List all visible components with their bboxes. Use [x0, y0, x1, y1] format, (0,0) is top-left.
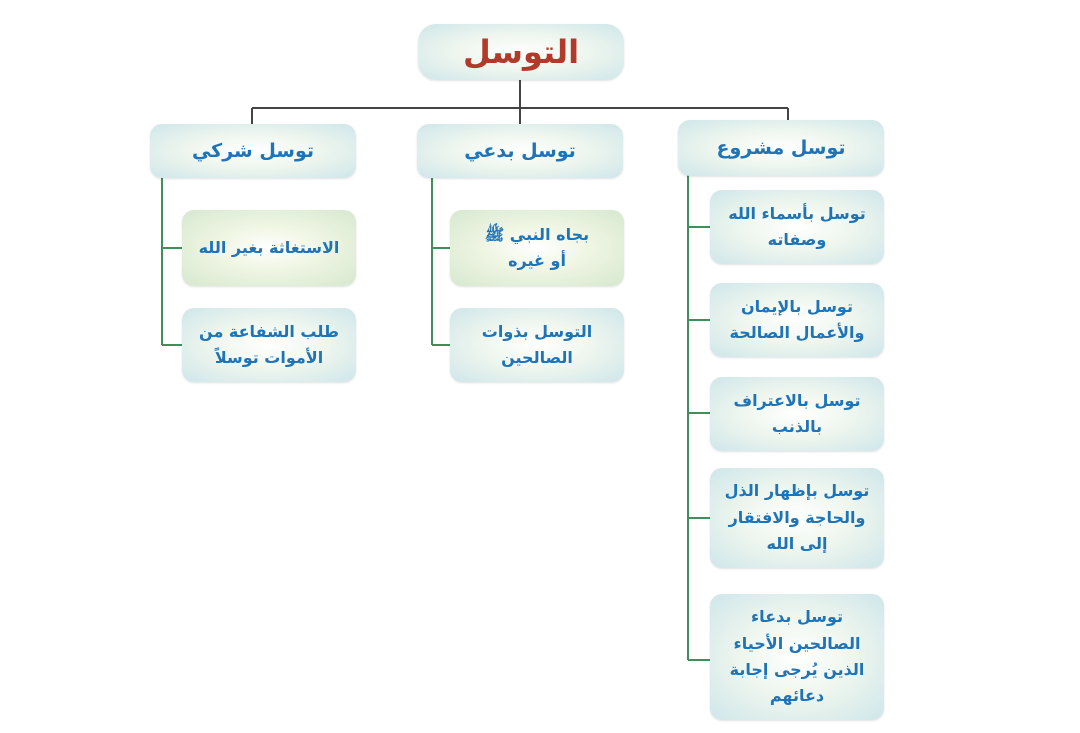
- branch-header-mashru: توسل مشروع: [678, 120, 884, 176]
- mashru-item-2: توسل بالإيمان والأعمال الصالحة: [710, 283, 884, 357]
- shirki-item-1: الاستغاثة بغير الله: [182, 210, 356, 286]
- branch-header-shirki: توسل شركي: [150, 124, 356, 178]
- bidi-item-1: بجاه النبي ﷺ أو غيره: [450, 210, 624, 286]
- shirki-item-2: طلب الشفاعة من الأموات توسلاً: [182, 308, 356, 382]
- mashru-item-3: توسل بالاعتراف بالذنب: [710, 377, 884, 451]
- mashru-item-5: توسل بدعاء الصالحين الأحياء الذين يُرجى إجابة دعائهم: [710, 594, 884, 720]
- bidi-item-2: التوسل بذوات الصالحين: [450, 308, 624, 382]
- root-node: التوسل: [418, 24, 624, 80]
- mashru-item-4: توسل بإظهار الذل والحاجة والافتقار إلى الله: [710, 468, 884, 568]
- branch-header-bidi: توسل بدعي: [417, 124, 623, 178]
- mashru-item-1: توسل بأسماء الله وصفاته: [710, 190, 884, 264]
